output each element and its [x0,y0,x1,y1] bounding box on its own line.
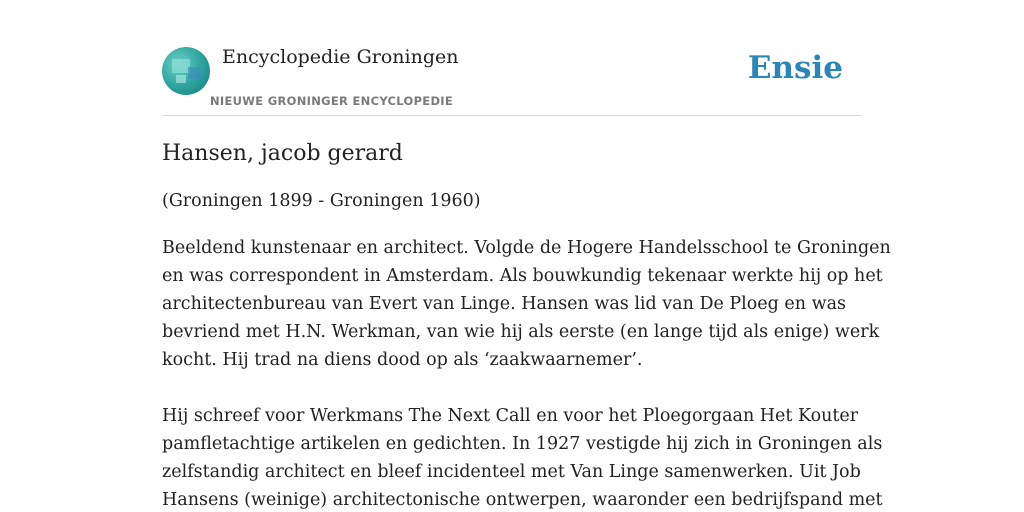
entry-title: Hansen, jacob gerard [162,141,403,166]
entry-body [162,234,891,512]
encyclopedie-groningen-logo-icon[interactable] [162,47,210,95]
paragraph-line: Hij schreef voor Werkmans The Next Call en voor het Ploegorgaan Het Kouter [162,406,859,426]
paragraph-line: Hansens (weinige) architectonische ontwerpen, waaronder een bedrijfspand met [162,490,883,510]
paragraph-line: zelfstandig architect en bleef incidenteel met Van Linge samenwerken. Uit Job [162,462,861,482]
paragraph-line: en was correspondent in Amsterdam. Als bouwkundig tekenaar werkte hij op het [162,266,883,286]
paragraph-line: pamfletachtige artikelen en gedichten. In 1927 vestigde hij zich in Groningen als [162,434,883,454]
paragraph-line: architectenbureau van Evert van Linge. Hansen was lid van De Ploeg en was [162,294,847,314]
logo-shape [188,67,202,79]
body-paragraph [162,234,891,374]
site-subtitle: NIEUWE GRONINGER ENCYCLOPEDIE [210,94,454,108]
site-header [162,0,862,116]
paragraph-line: bevriend met H.N. Werkman, van wie hij als eerste (en lange tijd als enige) werk [162,322,880,342]
body-paragraph [162,402,883,512]
site-title-link[interactable]: Encyclopedie Groningen [222,46,459,68]
paragraph-line: kocht. Hij trad na diens dood op als ‘zaakwaarnemer’. [162,350,643,370]
logo-shape [176,75,186,83]
entry-content [162,138,891,512]
entry-lifespan: (Groningen 1899 - Groningen 1960) [162,191,481,211]
paragraph-line: Beeldend kunstenaar en architect. Volgde de Hogere Handelsschool te Groningen [162,238,891,258]
ensie-logo-link[interactable]: Ensie [747,50,843,86]
